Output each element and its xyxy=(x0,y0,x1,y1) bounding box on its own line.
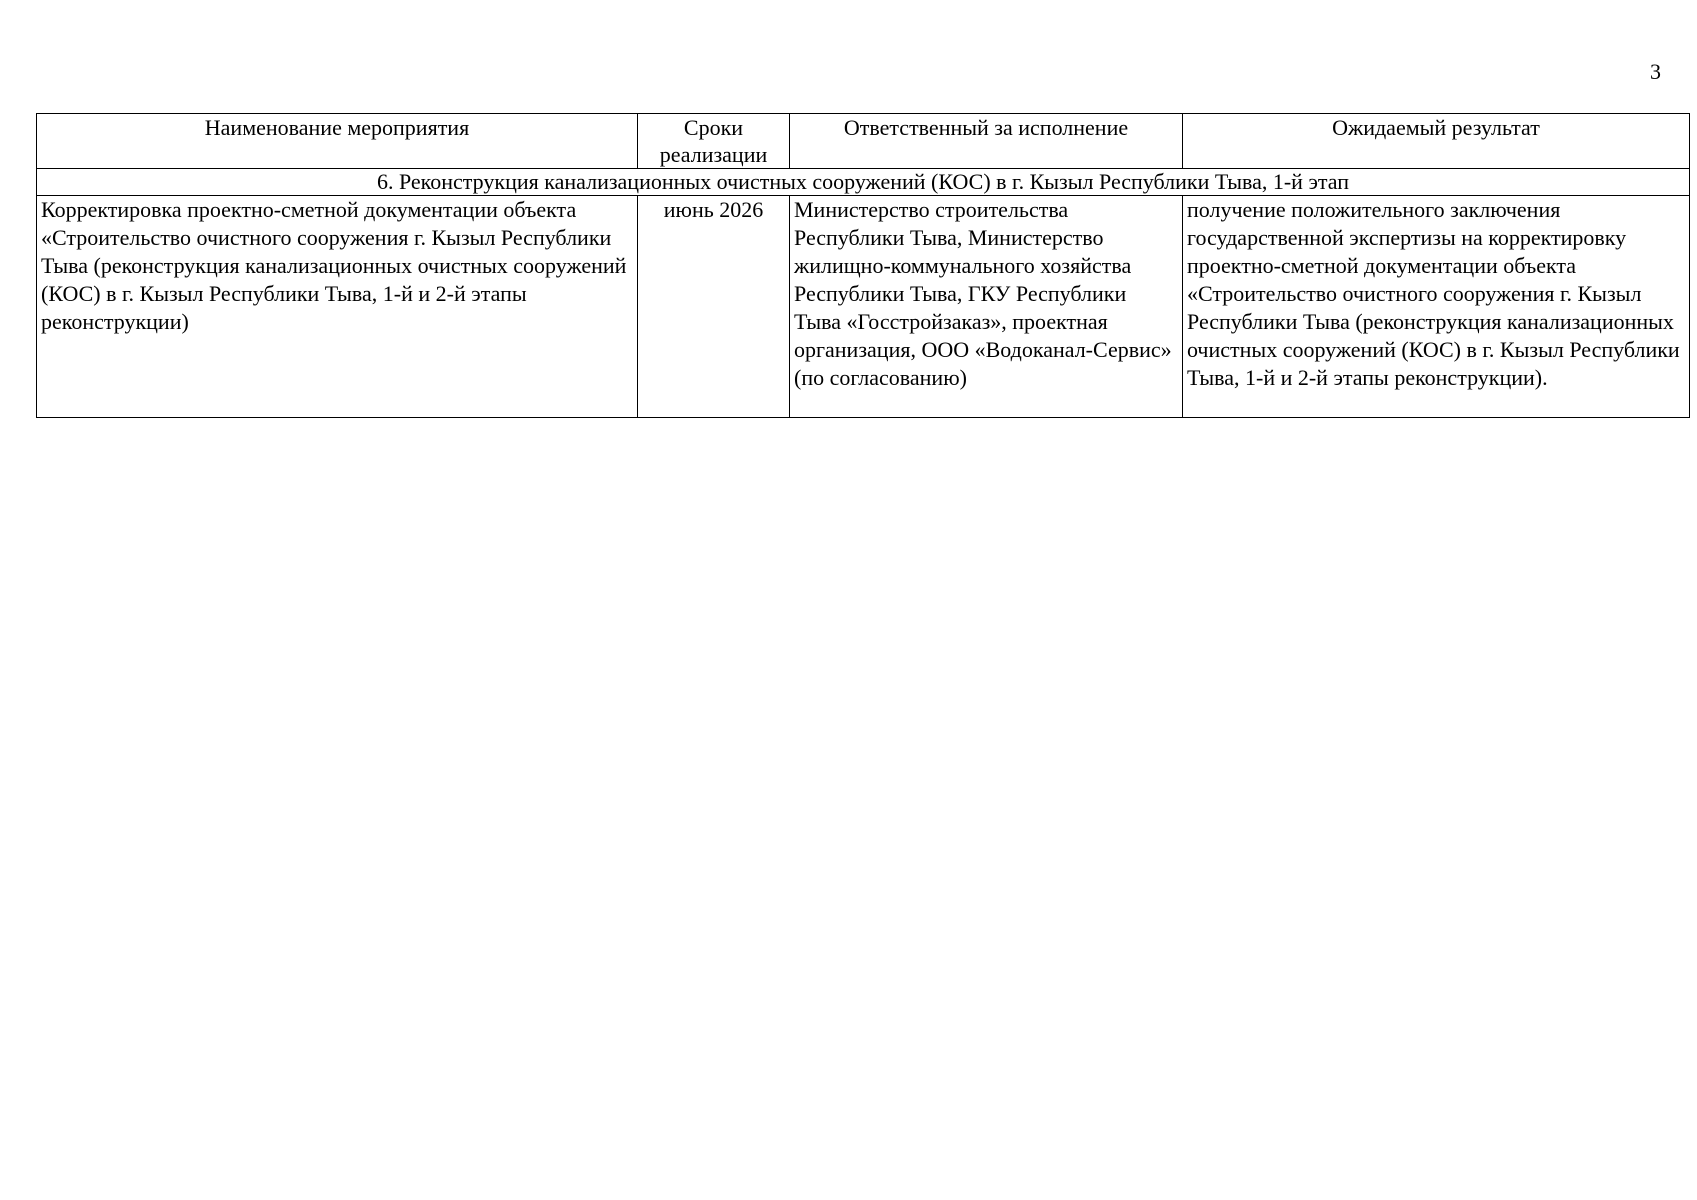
header-terms: Сроки реализации xyxy=(638,114,790,169)
header-responsible: Ответственный за исполнение xyxy=(790,114,1183,169)
cell-terms: июнь 2026 xyxy=(638,196,790,418)
header-result: Ожидаемый результат xyxy=(1183,114,1690,169)
activities-table xyxy=(36,113,1690,418)
section-title: 6. Реконструкция канализационных очистных сооружений (КОС) в г. Кызыл Республики Тыва, 1-й этап xyxy=(37,169,1690,196)
cell-responsible: Министерство строительства Республики Тыва, Министерство жилищно-коммунального хозяйства Республики Тыва, ГКУ Республики Тыва «Госстройзаказ», проектная организация, ООО «Водоканал-Сервис» (по согласованию) xyxy=(790,196,1183,418)
page-number: 3 xyxy=(1650,59,1661,84)
header-name: Наименование мероприятия xyxy=(37,114,638,169)
cell-name: Корректировка проектно-сметной документации объекта «Строительство очистного сооружения г. Кызыл Республики Тыва (реконструкция канализационных очистных сооружений (КОС) в г. Кызыл Республики Тыва, 1-й и 2-й этапы реконструкции) xyxy=(37,196,638,418)
table-row xyxy=(37,196,1690,418)
section-row xyxy=(37,169,1690,196)
table-header-row xyxy=(37,114,1690,169)
cell-result: получение положительного заключения государственной экспертизы на корректировку проектно-сметной документации объекта «Строительство очистного сооружения г. Кызыл Республики Тыва (реконструкция канализационных очистных сооружений (КОС) в г. Кызыл Республики Тыва, 1-й и 2-й этапы реконструкции). xyxy=(1183,196,1690,418)
